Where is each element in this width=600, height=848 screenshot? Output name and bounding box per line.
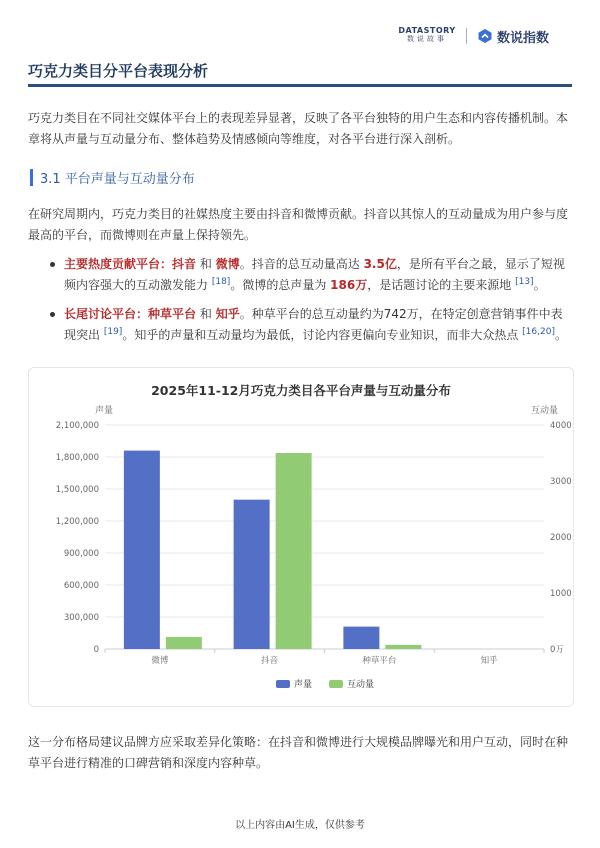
finding-label: 主要热度贡献平台：: [64, 257, 173, 271]
finding-main-platforms: [28, 254, 572, 296]
citation-link[interactable]: [19]: [103, 327, 123, 337]
bar-interaction-2: [385, 645, 421, 649]
y-axis-right-label: 互动量: [531, 406, 559, 416]
platform-chart: [28, 367, 574, 707]
y-tick-left: 1,500,000: [55, 485, 99, 495]
logo-divider: [466, 28, 467, 44]
connector-text: 和: [199, 257, 212, 271]
bar-volume-0: [124, 451, 160, 649]
finding-text: 。抖音的总互动量高达: [239, 257, 360, 271]
x-tick-label: 微博: [151, 656, 169, 666]
y-tick-left: 0: [93, 645, 99, 655]
section-marker: [30, 169, 33, 186]
findings-list: [28, 254, 572, 354]
citation-link[interactable]: [18]: [211, 277, 231, 287]
datastory-logo-cn: 数说故事: [407, 35, 447, 43]
connector-text: 和: [199, 307, 212, 321]
legend-swatch-volume: [276, 680, 290, 688]
chart-canvas: [29, 368, 573, 706]
shushuo-logo-icon: [477, 28, 493, 44]
y-tick-left: 2,100,000: [55, 421, 99, 431]
bullet-dot: [50, 262, 55, 267]
ai-disclaimer: 以上内容由AI生成，仅供参考: [235, 820, 365, 831]
bar-interaction-0: [166, 637, 202, 649]
y-tick-right: 2000: [550, 533, 572, 543]
finding-text: 。微博的总声量为: [230, 278, 327, 292]
bar-volume-2: [343, 627, 379, 649]
citation-link[interactable]: [16,20]: [522, 327, 555, 337]
lead-paragraph: 在研究周期内，巧克力类目的社媒热度主要由抖音和微博贡献。抖音以其惊人的互动量成为用户参与度最高的平台，而微博则在声量上保持领先。: [28, 207, 569, 242]
x-tick-label: 知乎: [480, 656, 498, 666]
conclusion-paragraph: 这一分布格局建议品牌方应采取差异化策略：在抖音和微博进行大规模品牌曝光和用户互动，同时在种草平台进行精准的口碑营销和深度内容种草。: [28, 735, 569, 770]
citation-link[interactable]: [13]: [515, 277, 534, 287]
y-tick-left: 900,000: [63, 549, 99, 559]
y-axis-left-label: 声量: [95, 406, 114, 416]
platform-douyin: 抖音: [172, 257, 197, 271]
section-title: 3.1 平台声量与互动量分布: [40, 172, 195, 187]
bar-volume-1: [234, 500, 270, 649]
finding-text: 。知乎的声量和互动量均为最低，讨论内容更偏向专业知识，而非大众热点: [122, 328, 519, 342]
title-divider: [28, 84, 572, 87]
datastory-logo: [396, 26, 458, 44]
page-title: 巧克力类目分平台表现分析: [28, 62, 209, 80]
finding-long-tail-platforms: [28, 304, 572, 346]
shushuo-logo-text: 数说指数: [497, 30, 550, 46]
bar-interaction-1: [276, 453, 312, 649]
y-tick-left: 1,200,000: [55, 517, 99, 527]
y-tick-right: 3000: [550, 477, 572, 487]
datastory-logo-en: DATASTORY: [398, 26, 456, 35]
x-tick-label: 抖音: [261, 656, 279, 666]
platform-zhihu: 知乎: [215, 307, 240, 321]
x-tick-label: 种草平台: [362, 656, 397, 666]
platform-weibo: 微博: [215, 257, 240, 271]
finding-text: 。: [554, 328, 567, 342]
finding-text: 。: [533, 278, 546, 292]
intro-paragraph: 巧克力类目在不同社交媒体平台上的表现差异显著，反映了各平台独特的用户生态和内容传播机制。本章将从声量与互动量分布、整体趋势及情感倾向等维度，对各平台进行深入剖析。: [28, 111, 569, 146]
y-tick-right: 4000: [550, 421, 572, 431]
finding-text: 。种草平台的总互动量约为742万，在特定创意营销事件中表现突出: [64, 307, 563, 342]
y-tick-right: 0万: [550, 645, 564, 655]
y-tick-left: 600,000: [63, 581, 99, 591]
legend-swatch-interaction: [329, 680, 343, 688]
chart-title: 2025年11-12月巧克力类目各平台声量与互动量分布: [151, 383, 451, 398]
bullet-dot: [50, 312, 55, 317]
weibo-volume-value: 186万: [330, 278, 368, 292]
shushuo-index-logo: [477, 27, 549, 45]
page-header: [0, 0, 600, 56]
y-tick-left: 300,000: [63, 613, 99, 623]
y-tick-right: 1000: [550, 589, 572, 599]
finding-label: 长尾讨论平台：: [64, 307, 149, 321]
douyin-interaction-value: 3.5亿: [363, 257, 397, 271]
y-tick-left: 1,800,000: [55, 453, 99, 463]
legend-label-interaction: 互动量: [347, 680, 375, 690]
finding-text: ，是话题讨论的主要来源地: [367, 278, 512, 292]
finding-text: ，是所有平台之最，显示了短视频内容强大的互动激发能力: [64, 257, 565, 292]
platform-zhongcao: 种草平台: [148, 307, 197, 321]
legend-label-volume: 声量: [294, 680, 313, 690]
